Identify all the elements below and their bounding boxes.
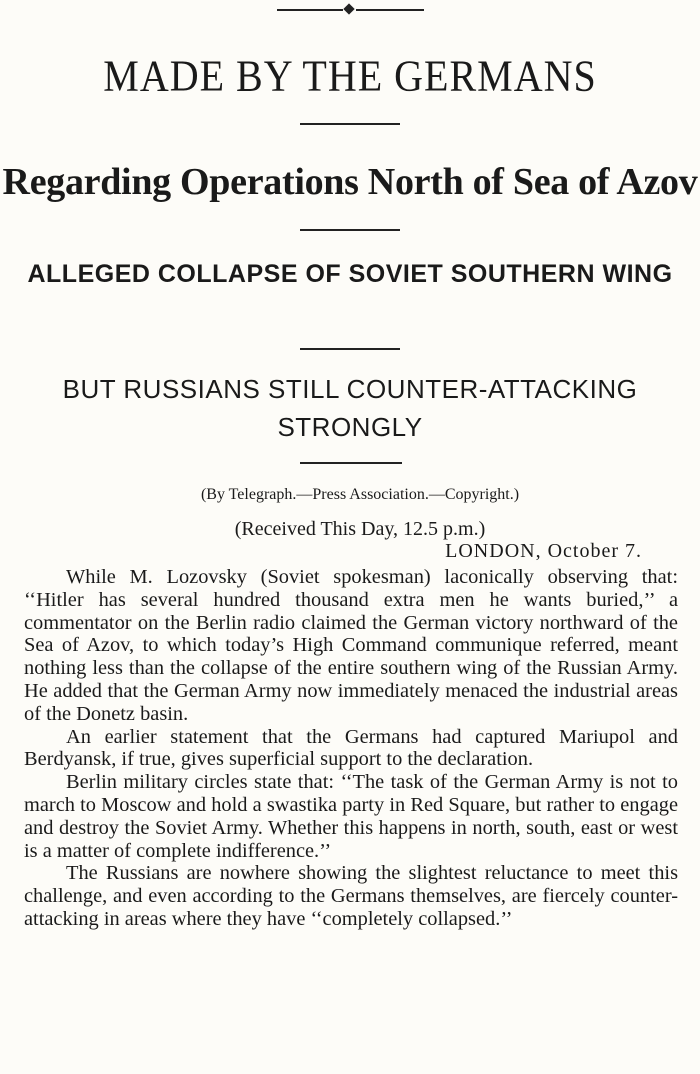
article-body [24, 566, 678, 931]
ornament-diamond [343, 3, 354, 14]
headline-tertiary: ALLEGED COLLAPSE OF SOVIET SOUTHERN WING [27, 260, 673, 288]
headline-secondary: Regarding Operations North of Sea of Azov [2, 161, 698, 203]
headline-quaternary: BUT RUSSIANS STILL COUNTER-ATTACKING STRONGLY [62, 374, 638, 442]
top-rule-right [356, 9, 424, 11]
article-paragraph: The Russians are nowhere showing the slightest reluctance to meet this challenge, and even according to the Germans themselves, are fiercely counter-attacking in areas where they have ‘‘completely collapsed.’’ [24, 862, 678, 930]
headline-main: MADE BY THE GERMANS [103, 50, 597, 101]
divider-1 [300, 123, 400, 125]
article-paragraph: Berlin military circles state that: ‘‘The task of the German Army is not to march to Moscow and hold a swastika party in Red Square, but rather to engage and destroy the Soviet Army. Whether this happens in north, south, east or west is a matter of complete indifference.’’ [24, 771, 678, 862]
byline: (By Telegraph.—Press Association.—Copyright.) [200, 486, 520, 503]
article-paragraph: An earlier statement that the Germans had captured Mariupol and Berdyansk, if true, gives superficial support to the declaration. [24, 725, 678, 771]
top-rule-left [277, 9, 343, 11]
received-time: (Received This Day, 12.5 p.m.) [234, 518, 486, 540]
dateline: LONDON, October 7. [445, 540, 642, 562]
divider-3 [300, 348, 400, 350]
divider-4 [300, 462, 402, 464]
article-paragraph: While M. Lozovsky (Soviet spokesman) laconically observing that: ‘‘Hitler has several hundred thousand extra men he wants buried,’’ a commentator on the Berlin radio claimed the German victory northward of the Sea of Azov, to which today’s High Command communique referred, meant nothing less than the collapse of the entire southern wing of the Russian Army. He added that the German Army now immediately menaced the industrial areas of the Donetz basin. [24, 566, 678, 725]
divider-2 [300, 229, 400, 231]
